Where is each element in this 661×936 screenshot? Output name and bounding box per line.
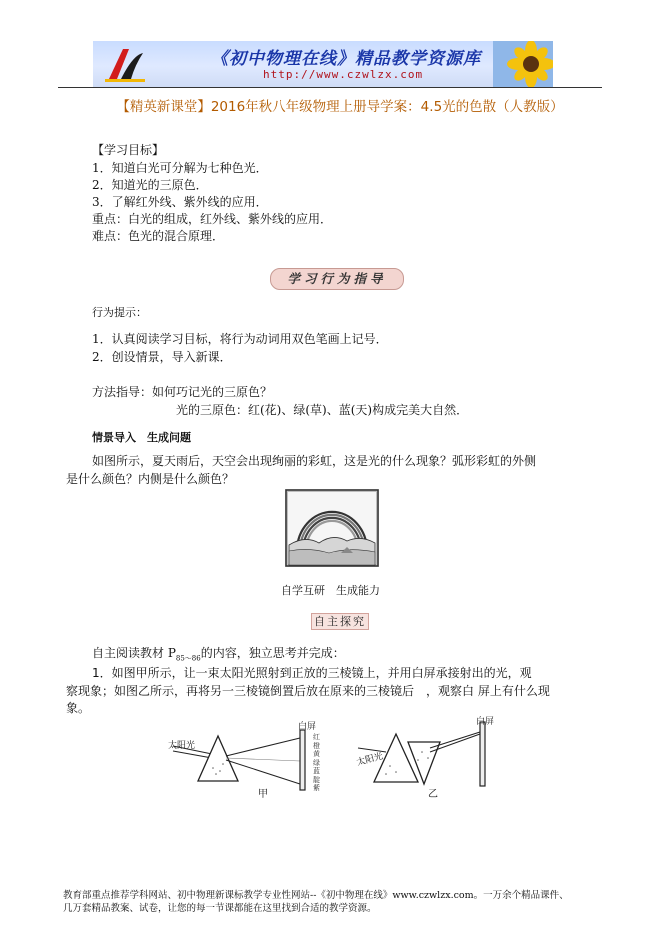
scenario-question-line: 是什么颜色？内侧是什么颜色？ [66, 472, 235, 486]
question-1-line: 察现象；如图乙所示，再将另一三棱镜倒置后放在原来的三棱镜后 ，观察白 屏上有什么现 [66, 684, 550, 698]
objectives-heading: 【学习目标】 [92, 143, 165, 157]
banner-title: 《初中物理在线》精品教学资源库 [211, 49, 481, 69]
figure-a-caption: 甲 [258, 789, 268, 800]
footer [63, 889, 623, 915]
footer-line: 几万套精品教案、试卷，让您的每一节课都能在这里找到合适的教学资源。 [63, 903, 377, 914]
intro-pages: 85～86 [175, 654, 201, 663]
question-1-line: 象。 [66, 701, 91, 715]
self-study-heading: 自学互研 生成能力 [281, 584, 380, 597]
sunflower-icon [493, 41, 553, 87]
figure-b-sun-label: 太阳光 [355, 751, 385, 769]
behavior-item: 2．创设情景，导入新课． [92, 350, 232, 364]
objective-item: 1．知道白光可分解为七种色光． [92, 161, 268, 175]
scenario-heading: 情景导入 生成问题 [92, 431, 191, 444]
figure-a-screen-label: 白屏 [298, 722, 317, 732]
behavior-heading: 行为提示： [92, 306, 147, 319]
intro-prefix: 自主阅读教材 P [92, 646, 176, 660]
behavior-item: 1．认真阅读学习目标，将行为动词用双色笔画上记号． [92, 332, 388, 346]
question-1-line: 1．如图甲所示，让一束太阳光照射到正放的三棱镜上，并用白屏承接射出的光，观 [92, 666, 532, 680]
header-divider [58, 87, 602, 88]
rainbow-illustration [285, 489, 379, 567]
intro-suffix: 的内容，独立思考并完成： [200, 646, 345, 660]
method-heading: 方法指导：如何巧记光的三原色？ [92, 385, 273, 399]
footer-line: 教育部重点推荐学科网站、初中物理新课标教学专业性网站--《初中物理在线》www.czwlzx.com。一万余个精品课件、 [63, 890, 569, 901]
method-body: 光的三原色：红(花)、绿(草)、蓝(天)构成完美大自然． [176, 403, 469, 417]
key-point: 重点：白光的组成，红外线、紫外线的应用． [92, 212, 333, 226]
banner-url[interactable]: http://www.czwlzx.com [263, 68, 424, 81]
objective-item: 3．了解红外线、紫外线的应用． [92, 195, 268, 209]
section-badge: 学习行为指导 [270, 268, 404, 290]
site-logo-icon [103, 45, 147, 83]
document-title: 【精英新课堂】2016年秋八年级物理上册导学案：4.5光的色散（人教版） [116, 99, 564, 115]
difficulty-point: 难点：色光的混合原理． [92, 229, 225, 243]
objective-item: 2．知道光的三原色． [92, 178, 208, 192]
scenario-question-line: 如图所示，夏天雨后，天空会出现绚丽的彩虹，这是光的什么现象？弧形彩虹的外侧 [92, 454, 537, 468]
figure-b-caption: 乙 [428, 789, 438, 800]
header-banner [93, 41, 553, 87]
figure-b-screen-label: 白屏 [476, 717, 495, 727]
self-study-badge: 自主探究 [311, 613, 369, 630]
figure-a-sun-label: 太阳光 [168, 741, 196, 751]
figure-a-spectrum-label: 红橙黄绿蓝靛紫 [313, 733, 320, 792]
